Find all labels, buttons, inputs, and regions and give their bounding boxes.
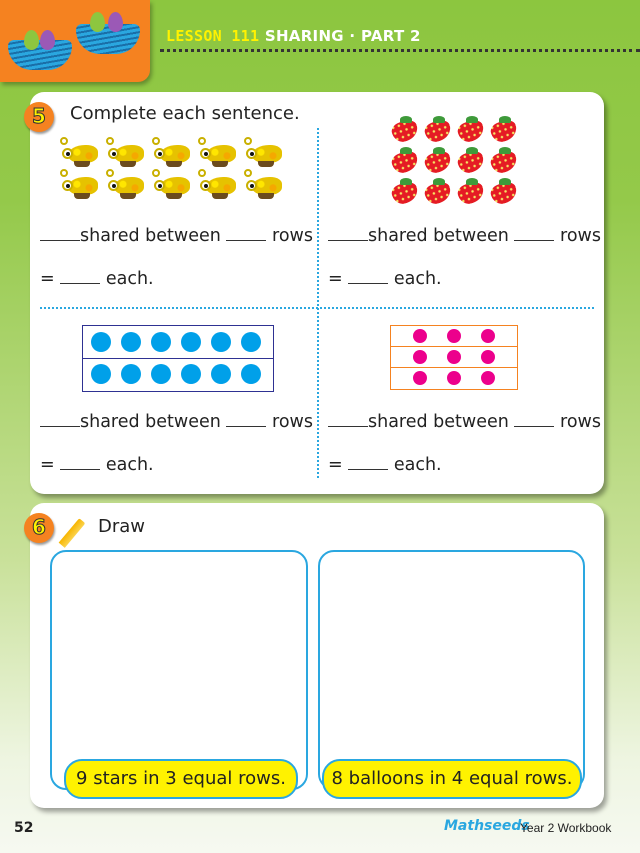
sentence-line-1 bbox=[40, 226, 313, 246]
question-number: 6 bbox=[24, 513, 54, 543]
drawing-label-left: 9 stars in 3 equal rows. bbox=[64, 759, 298, 799]
bug-icon bbox=[148, 169, 194, 201]
sentence-text: rows bbox=[560, 226, 601, 246]
answer-blank[interactable] bbox=[226, 227, 266, 241]
nest-icon bbox=[76, 24, 140, 54]
sentence-text: = bbox=[40, 455, 55, 475]
sentence-line-1 bbox=[328, 412, 601, 432]
question-number: 5 bbox=[24, 102, 54, 132]
pink-dot bbox=[481, 371, 495, 385]
blue-dot bbox=[211, 364, 231, 384]
answer-blank[interactable] bbox=[328, 413, 368, 427]
blue-dot bbox=[151, 364, 171, 384]
answer-blank[interactable] bbox=[514, 227, 554, 241]
sentence-text: = bbox=[40, 269, 55, 289]
pink-dot bbox=[447, 371, 461, 385]
bug-icon bbox=[194, 137, 240, 169]
strawberry-icon bbox=[489, 178, 517, 204]
strawberry-icon bbox=[489, 116, 517, 142]
egg-icon bbox=[40, 30, 55, 50]
sentence-line-2 bbox=[328, 269, 442, 289]
lesson-number: LESSON 111 bbox=[166, 27, 260, 45]
sentence-line-2 bbox=[40, 455, 154, 475]
blue-dot bbox=[91, 332, 111, 352]
strawberry-icon bbox=[456, 178, 484, 204]
answer-blank[interactable] bbox=[60, 456, 100, 470]
strawberry-icon bbox=[390, 116, 418, 142]
bug-icon bbox=[102, 137, 148, 169]
sentence-text: each. bbox=[393, 269, 442, 289]
sentence-text: each. bbox=[105, 455, 154, 475]
workbook-title: Year 2 Workbook bbox=[520, 821, 612, 835]
pink-dot bbox=[447, 329, 461, 343]
header-divider bbox=[160, 49, 640, 52]
divider bbox=[317, 128, 319, 478]
sentence-text: shared between bbox=[80, 412, 221, 432]
lesson-title: SHARING · PART 2 bbox=[264, 27, 421, 45]
pink-dot bbox=[413, 329, 427, 343]
answer-blank[interactable] bbox=[60, 270, 100, 284]
sentence-text: = bbox=[328, 269, 343, 289]
sentence-text: shared between bbox=[368, 226, 509, 246]
bug-icon bbox=[194, 169, 240, 201]
egg-icon bbox=[90, 12, 105, 32]
instruction: Complete each sentence. bbox=[70, 103, 300, 124]
strawberry-icon bbox=[390, 178, 418, 204]
sentence-line-2 bbox=[40, 269, 154, 289]
pink-dot bbox=[447, 350, 461, 364]
answer-blank[interactable] bbox=[40, 413, 80, 427]
egg-icon bbox=[108, 12, 123, 32]
strawberry-icon bbox=[456, 147, 484, 173]
strawberry-icon bbox=[423, 116, 451, 142]
blue-dot bbox=[121, 332, 141, 352]
divider bbox=[40, 307, 594, 309]
sentence-text: each. bbox=[393, 455, 442, 475]
instruction: Draw bbox=[98, 516, 146, 537]
page-number: 52 bbox=[14, 820, 34, 836]
answer-blank[interactable] bbox=[226, 413, 266, 427]
bug-icon bbox=[148, 137, 194, 169]
pink-dot bbox=[413, 371, 427, 385]
pink-dot-array bbox=[390, 325, 518, 390]
bug-icon bbox=[56, 169, 102, 201]
brand-logo: Mathseeds bbox=[444, 818, 530, 834]
bugs-group bbox=[56, 137, 286, 201]
drawing-area-left[interactable] bbox=[50, 550, 308, 790]
answer-blank[interactable] bbox=[348, 456, 388, 470]
strawberry-icon bbox=[423, 147, 451, 173]
drawing-area-right[interactable] bbox=[318, 550, 585, 790]
question-5-card bbox=[30, 92, 604, 494]
sentence-text: rows bbox=[560, 412, 601, 432]
blue-dot bbox=[121, 364, 141, 384]
bug-icon bbox=[240, 169, 286, 201]
bug-icon bbox=[240, 137, 286, 169]
blue-dot bbox=[91, 364, 111, 384]
header-corner bbox=[0, 0, 150, 82]
sentence-line-1 bbox=[328, 226, 601, 246]
drawing-label-right: 8 balloons in 4 equal rows. bbox=[322, 759, 582, 799]
egg-icon bbox=[24, 30, 39, 50]
blue-dot bbox=[181, 332, 201, 352]
sentence-text: shared between bbox=[368, 412, 509, 432]
pink-dot bbox=[413, 350, 427, 364]
sentence-text: rows bbox=[272, 226, 313, 246]
strawberry-icon bbox=[423, 178, 451, 204]
blue-dot bbox=[151, 332, 171, 352]
sentence-line-2 bbox=[328, 455, 442, 475]
page-title bbox=[166, 27, 421, 45]
pencil-icon bbox=[59, 518, 86, 548]
sentence-text: each. bbox=[105, 269, 154, 289]
strawberries-group bbox=[390, 116, 522, 204]
strawberry-icon bbox=[456, 116, 484, 142]
question-6-card bbox=[30, 503, 604, 808]
sentence-line-1 bbox=[40, 412, 313, 432]
blue-dot-array bbox=[82, 325, 274, 392]
blue-dot bbox=[211, 332, 231, 352]
sentence-text: rows bbox=[272, 412, 313, 432]
answer-blank[interactable] bbox=[40, 227, 80, 241]
pink-dot bbox=[481, 329, 495, 343]
bug-icon bbox=[56, 137, 102, 169]
strawberry-icon bbox=[390, 147, 418, 173]
answer-blank[interactable] bbox=[514, 413, 554, 427]
blue-dot bbox=[181, 364, 201, 384]
answer-blank[interactable] bbox=[348, 270, 388, 284]
sentence-text: shared between bbox=[80, 226, 221, 246]
answer-blank[interactable] bbox=[328, 227, 368, 241]
blue-dot bbox=[241, 332, 261, 352]
pink-dot bbox=[481, 350, 495, 364]
strawberry-icon bbox=[489, 147, 517, 173]
sentence-text: = bbox=[328, 455, 343, 475]
blue-dot bbox=[241, 364, 261, 384]
bug-icon bbox=[102, 169, 148, 201]
